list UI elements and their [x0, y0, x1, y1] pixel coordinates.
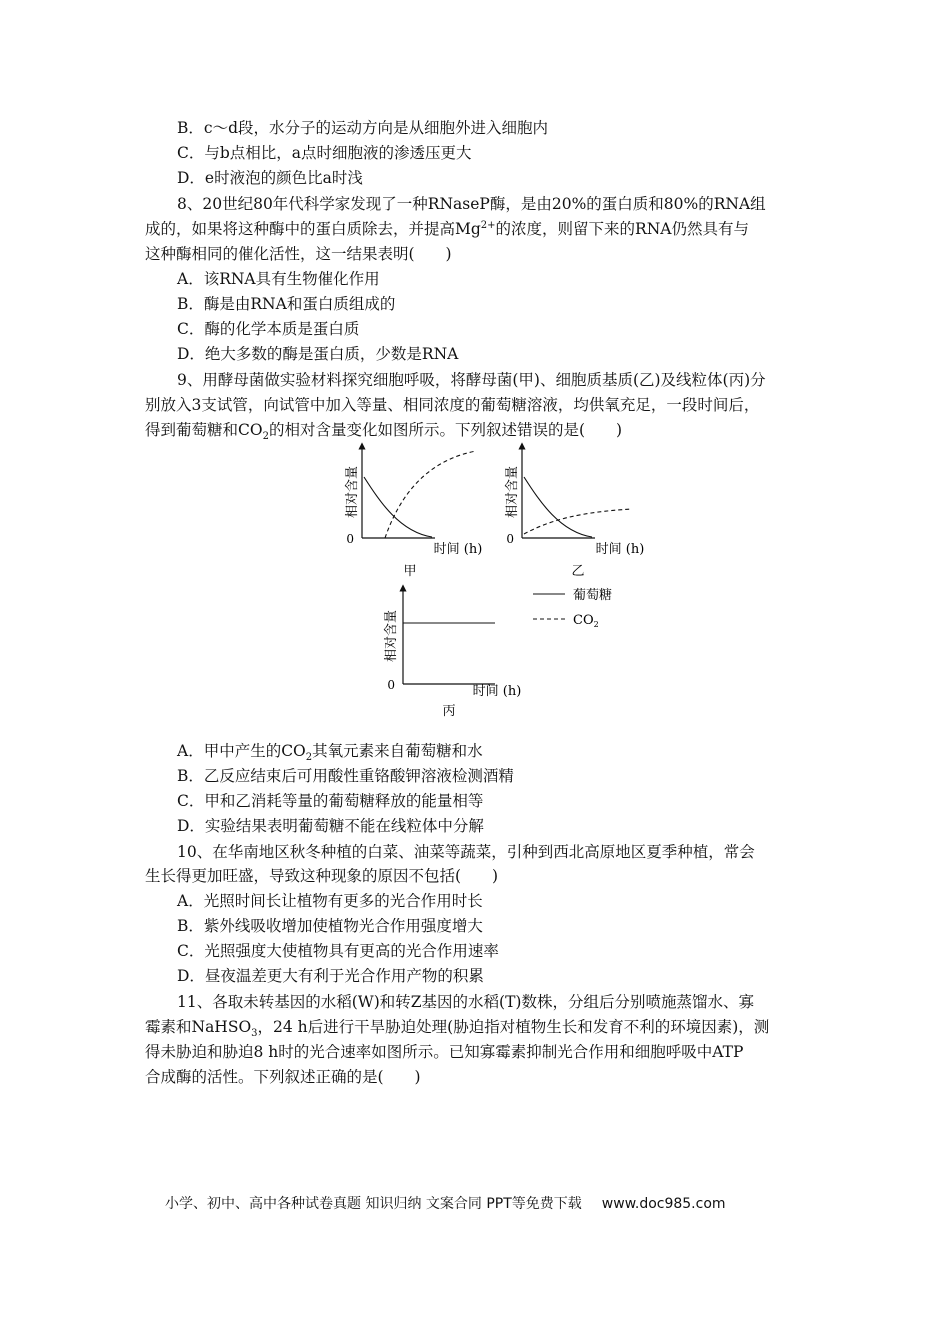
footer-text: 小学、初中、高中各种试卷真题 知识归纳 文案合同 PPT等免费下载	[165, 1196, 582, 1212]
x-axis-label: 时间 (h)	[472, 684, 522, 699]
x-axis-label: 时间 (h)	[595, 542, 645, 557]
q9-option-a: A．甲中产生的$CO_2$其氧元素来自葡萄糖和水	[177, 742, 483, 764]
q7-option-c: C．与b点相比，a点时细胞液的渗透压更大	[177, 144, 472, 162]
panel-label-yi: 乙	[571, 564, 585, 579]
q10-option-b: B．紫外线吸收增加使植物光合作用强度增大	[177, 917, 483, 935]
legend-co2-label: $CO_2$	[573, 613, 599, 629]
figure-panel-bing	[365, 582, 645, 722]
q11-stem-line2: 霉素和NaHSO$_3$，24 h后进行干旱胁迫处理(胁迫指对植物生长和发育不利的环境因素)，测	[145, 1018, 770, 1040]
q11-stem-line3: 得未胁迫和胁迫8 h时的光合速率如图所示。已知寡霉素抑制光合作用和细胞呼吸中ATP	[145, 1043, 744, 1061]
figure-panel-jia	[340, 440, 500, 580]
q10-option-a: A．光照时间长让植物有更多的光合作用时长	[177, 892, 483, 910]
q8-stem-line2: 成的，如果将这种酶中的蛋白质除去，并提高$Mg^{2+}$的浓度，则留下来的RNA仍然具有与	[145, 219, 749, 238]
y-axis-label: 相对含量	[384, 609, 399, 663]
q8-option-a: A．该RNA具有生物催化作用	[177, 270, 380, 288]
q7-option-b: B．c～d段，水分子的运动方向是从细胞外进入细胞内	[177, 119, 548, 137]
figure-panel-yi	[500, 440, 660, 580]
panel-label-jia: 甲	[403, 564, 417, 579]
co2-curve	[524, 509, 632, 534]
glucose-curve	[524, 477, 592, 537]
q9-stem-line3: 得到葡萄糖和$CO_2$的相对含量变化如图所示。下列叙述错误的是( )	[145, 421, 623, 443]
q9-stem-line2: 别放入3支试管，向试管中加入等量、相同浓度的葡萄糖溶液，均供氧充足，一段时间后，	[145, 396, 760, 414]
q8-option-b: B．酶是由RNA和蛋白质组成的	[177, 295, 396, 313]
panel-label-bing: 丙	[442, 704, 456, 719]
q8-stem-line1: 8、20世纪80年代科学家发现了一种RNaseP酶，是由20%的蛋白质和80%的RNA组	[177, 195, 766, 213]
q11-stem-line4: 合成酶的活性。下列叙述正确的是( )	[145, 1068, 421, 1086]
q9-option-d: D．实验结果表明葡萄糖不能在线粒体中分解	[177, 817, 484, 835]
q10-option-c: C．光照强度大使植物具有更高的光合作用速率	[177, 942, 499, 960]
page-footer	[165, 1193, 805, 1213]
q9-option-b: B．乙反应结束后可用酸性重铬酸钾溶液检测酒精	[177, 767, 514, 785]
y-axis-label: 相对含量	[345, 465, 360, 519]
origin-label: 0	[506, 532, 514, 546]
q10-stem-line1: 10、在华南地区秋冬种植的白菜、油菜等蔬菜，引种到西北高原地区夏季种植，常会	[177, 843, 755, 861]
q9-option-c: C．甲和乙消耗等量的葡萄糖释放的能量相等	[177, 792, 484, 810]
origin-label: 0	[387, 678, 395, 692]
legend-glucose-label: 葡萄糖	[573, 588, 613, 603]
footer-link[interactable]: www.doc985.com	[601, 1196, 726, 1212]
co2-curve	[385, 451, 476, 538]
origin-label: 0	[346, 532, 354, 546]
y-axis-label: 相对含量	[505, 465, 520, 519]
q10-option-d: D．昼夜温差更大有利于光合作用产物的积累	[177, 967, 484, 985]
q9-stem-line1: 9、用酵母菌做实验材料探究细胞呼吸，将酵母菌(甲)、细胞质基质(乙)及线粒体(丙)分	[177, 371, 766, 389]
q7-option-d: D．e时液泡的颜色比a时浅	[177, 169, 363, 187]
q8-option-c: C．酶的化学本质是蛋白质	[177, 320, 360, 338]
x-axis-label: 时间 (h)	[433, 542, 483, 557]
q10-stem-line2: 生长得更加旺盛，导致这种现象的原因不包括( )	[145, 867, 499, 885]
q11-stem-line1: 11、各取未转基因的水稻(W)和转Z基因的水稻(T)数株，分组后分别喷施蒸馏水、寡	[177, 993, 754, 1011]
glucose-curve	[364, 477, 432, 537]
q8-stem-line3: 这种酶相同的催化活性，这一结果表明( )	[145, 245, 452, 263]
q8-option-d: D．绝大多数的酶是蛋白质，少数是RNA	[177, 345, 459, 363]
